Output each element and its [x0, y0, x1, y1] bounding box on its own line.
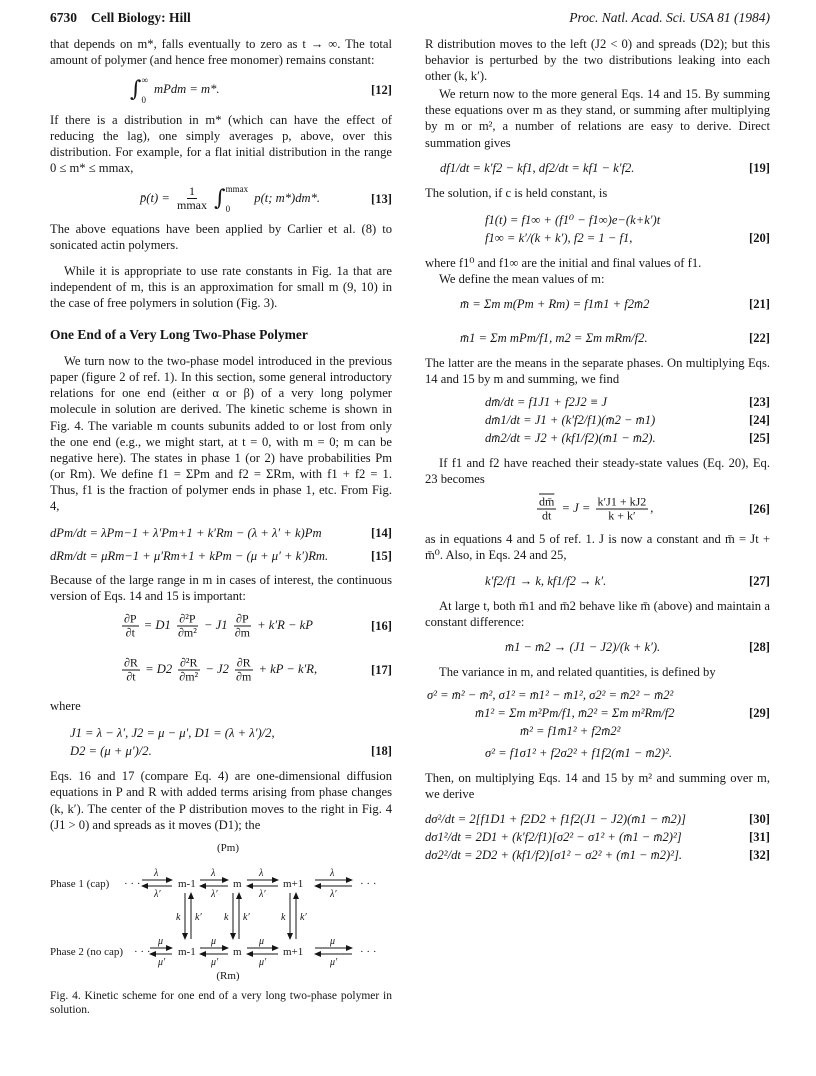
fraction-numerator: ∂R	[124, 655, 138, 670]
rate-lambda: λ	[259, 867, 264, 879]
paragraph: We define the mean values of m:	[439, 271, 605, 286]
equation-number: [21]	[749, 296, 770, 311]
fraction-numerator: ∂P	[124, 611, 137, 626]
state-m-plus-1: m+1	[283, 945, 304, 958]
equation-26	[425, 487, 770, 531]
integral-sign: ∫	[214, 185, 226, 211]
figure-caption: Fig. 4. Kinetic scheme for one end of a very long two-phase polymer in solution.	[50, 989, 392, 1016]
rate-lambda: λ	[211, 867, 216, 879]
fraction-denominator: ∂m	[234, 625, 250, 640]
state-m-minus-1: m-1	[178, 877, 196, 890]
paragraph: We return now to the more general Eqs. 14 and 15. By summing these equations over m as they stand, or summing after multiplying by m or m², a number of relations are easy to derive. Direct summation gives	[425, 87, 770, 150]
phase1-transition-arrows	[142, 880, 352, 886]
equation-term: − J2	[205, 662, 229, 677]
equation-line: dσ2²/dt = 2D2 + (kf1/f2)[σ1² − σ2² + (m̄1 − m̄2)²].	[425, 847, 683, 862]
fraction-denominator: k + k′	[608, 508, 636, 523]
kinetic-scheme-diagram	[50, 839, 392, 989]
equation-28	[425, 630, 770, 664]
left-column	[50, 36, 392, 1017]
equation-27	[425, 564, 770, 598]
rate-mu: μ	[158, 935, 164, 947]
page-number: 6730	[50, 10, 77, 25]
equation-number: [23]	[749, 395, 770, 410]
state-m-plus-1: m+1	[283, 877, 304, 890]
rate-lambda-prime: λ′	[154, 888, 161, 900]
ellipsis: · · ·	[124, 877, 141, 890]
rate-mu-prime: μ′	[158, 956, 166, 968]
equation-line: m̄1² = Σm m²Pm/f1, m̄2² = Σm m²Rm/f2	[475, 705, 675, 720]
equation-line: dm̄/dt = f1J1 + f2J2 ≡ J	[485, 395, 608, 410]
fraction-numerator: ∂²P	[179, 611, 196, 626]
rate-lambda-prime: λ′	[259, 888, 266, 900]
equation-line: J1 = λ − λ′, J2 = μ − μ′, D1 = (λ + λ′)/2,	[70, 726, 275, 741]
equation-number: [14]	[371, 526, 392, 541]
phase-change-arrows	[185, 893, 296, 939]
rate-lambda-prime: λ′	[211, 888, 218, 900]
rate-mu-prime: μ′	[330, 956, 338, 968]
equation-number: [12]	[371, 83, 392, 98]
upper-limit: ∞	[141, 75, 148, 86]
equation-number: [28]	[749, 639, 770, 654]
equation-13	[50, 177, 392, 221]
upper-limit: mmax	[225, 183, 249, 194]
rate-mu: μ	[211, 935, 217, 947]
paragraph: Because of the large range in m in cases of interest, the continuous version of Eqs. 14 and 15 is important:	[50, 573, 392, 604]
paragraph: as in equations 4 and 5 of ref. 1. J is now a constant and m̄ = Jt + m̄⁰. Also, in Eqs. 24 and 25,	[425, 532, 770, 563]
paragraph: Then, on multiplying Eqs. 14 and 15 by m² and summing over m, we derive	[425, 770, 770, 801]
equation-number: [25]	[749, 431, 770, 446]
equation-text: df1/dt = k′f2 − kf1, df2/dt = kf1 − k′f2.	[440, 160, 635, 175]
equation-number: [22]	[749, 330, 770, 345]
fraction-numerator: 1	[189, 184, 195, 199]
rate-k-prime: k′	[300, 911, 307, 923]
fraction-numerator: dm̄	[539, 494, 555, 509]
lower-limit: 0	[141, 95, 146, 106]
paragraph: Eqs. 16 and 17 (compare Eq. 4) are one-dimensional diffusion equations in P and R with added terms arising from phase changes (k, k′). The center of the P distribution moves to the right in Fig. 4 (J1 > 0) and spreads as it moves (D1); the	[50, 769, 392, 832]
paragraph: While it is appropriate to use rate constants in Fig. 1a that are independent of m, this is an approximation for small m (9, 10) in the case of free polymers in solution (Fig. 3).	[50, 263, 392, 310]
equation-12	[50, 68, 392, 112]
fraction-numerator: k′J1 + kJ2	[597, 494, 647, 509]
equation-line: f1(t) = f1∞ + (f1⁰ − f1∞)e−(k+k′)t	[485, 212, 661, 227]
rate-lambda-prime: λ′	[330, 888, 337, 900]
paragraph: where f1⁰ and f1∞ are the initial and final values of f1.	[425, 255, 702, 270]
rate-mu: μ	[330, 935, 336, 947]
rate-lambda: λ	[154, 867, 159, 879]
rate-mu-prime: μ′	[259, 956, 267, 968]
journal-citation: Proc. Natl. Acad. Sci. USA 81 (1984)	[569, 10, 770, 25]
equation-text: mPdm = m*.	[154, 82, 220, 97]
equation-line: f1∞ = k′/(k + k′), f2 = 1 − f1,	[485, 230, 633, 245]
equation-number: [18]	[371, 744, 392, 759]
equation-lhs: p̄(t) =	[140, 190, 170, 205]
paragraph: The latter are the means in the separate phases. On multiplying Eqs. 14 and 15 by m and summing, we find	[425, 355, 770, 387]
rate-mu-prime: μ′	[211, 956, 219, 968]
equation-line: σ² = m̄² − m̄², σ1² = m̄1² − m̄1², σ2² = m̄2² − m̄2²	[427, 687, 674, 702]
equation-19	[425, 151, 770, 185]
state-m: m	[233, 877, 242, 890]
equation-text: m̄1 − m̄2 → (J1 − J2)/(k + k′).	[505, 639, 661, 654]
fraction-denominator: ∂m²	[177, 625, 197, 640]
paragraph: If there is a distribution in m* (which can have the effect of reducing the lag), one simply averages p, above, over this distribution. For example, for a flat initial distribution in the range 0 ≤ m* ≤ mmax,	[50, 113, 392, 176]
equation-number: [32]	[749, 847, 770, 862]
equation-number: [20]	[749, 230, 770, 245]
rate-k-prime: k′	[243, 911, 250, 923]
page-header	[50, 10, 770, 30]
fraction-denominator: dt	[542, 508, 552, 523]
equation-number: [15]	[371, 549, 392, 564]
equation-18	[50, 724, 392, 760]
ellipsis: · · ·	[360, 877, 377, 890]
equations-23-25	[425, 393, 770, 447]
paragraph: R distribution moves to the left (J2 < 0) and spreads (D2); but this behavior is perturbed by the two distributions leaking into each other (k, k′).	[425, 37, 770, 84]
paragraph: The solution, if c is held constant, is	[425, 185, 608, 200]
equation-number: [29]	[749, 705, 770, 720]
equation-term: = D2	[145, 662, 173, 677]
equation-16	[50, 604, 392, 648]
rate-lambda: λ	[330, 867, 335, 879]
equation-line: D2 = (μ + μ′)/2.	[70, 744, 152, 759]
equation-number: [24]	[749, 413, 770, 428]
fraction-numerator: ∂R	[236, 655, 251, 670]
paragraph: The above equations have been applied by Carlier et al. (8) to sonicated actin polymers.	[50, 221, 392, 252]
fraction-denominator: ∂t	[126, 669, 136, 684]
equation-21	[425, 287, 770, 321]
equation-number: [13]	[371, 191, 392, 206]
equation-number: [30]	[749, 811, 770, 826]
phase1-label: Phase 1 (cap)	[50, 877, 110, 890]
equation-line: dm̄2/dt = J2 + (kf1/f2)(m̄1 − m̄2).	[485, 431, 656, 446]
equation-number: [19]	[749, 160, 770, 175]
equation-line: dm̄1/dt = J1 + (k′f2/f1)(m̄2 − m̄1)	[485, 413, 656, 428]
rate-k: k	[281, 911, 286, 923]
equation-text: dRm/dt = μRm−1 + μ′Rm+1 + kPm − (μ + μ′ + k′)Rm.	[50, 549, 329, 564]
equation-term: = D1	[143, 618, 171, 633]
ellipsis: · · ·	[360, 945, 377, 958]
equation-number: [26]	[749, 502, 770, 517]
equation-line: σ² = f1σ1² + f2σ2² + f1f2(m̄1 − m̄2)².	[485, 745, 673, 760]
state-m-minus-1: m-1	[178, 945, 196, 958]
equation-line: dσ²/dt = 2[f1D1 + f2D2 + f1f2(J1 − J2)(m̄1 − m̄2)]	[425, 811, 686, 826]
paragraph: where	[50, 699, 81, 714]
paragraph: We turn now to the two-phase model introduced in the previous paper (figure 2 of ref. 1). In this section, some general introductory relations for one end (either α or β) of a very long polymer molecule in solution are derived. The kinetic scheme is shown in Fig. 4. The variable m counts subunits added to or lost from only the one end (e.g., we might start, at t = 0, with m = 0; m can be negative here). The states in phase 1 (or 2) have probabilities Pm (or Rm). We define f1 = ΣPm and f2 = ΣRm, with f1 + f2 = 1. Thus, f1 is the fraction of polymer ends in phase 1, etc. From Fig. 4,	[50, 354, 392, 513]
equation-rhs: p(t; m*)dm*.	[254, 190, 321, 205]
equations-30-32	[425, 810, 770, 864]
rate-k-prime: k′	[195, 911, 202, 923]
equation-text: k′f2/f1 → k, kf1/f2 → k′.	[485, 573, 607, 588]
section-title: One End of a Very Long Two-Phase Polymer	[50, 327, 308, 343]
phase2-label: Phase 2 (no cap)	[50, 945, 124, 958]
phase1-state-label: (Pm)	[217, 841, 239, 854]
equation-number: [31]	[749, 829, 770, 844]
fraction-denominator: ∂m²	[179, 669, 199, 684]
paragraph: that depends on m*, falls eventually to zero as t → ∞. The total amount of polymer (and hence free monomer) remains constant:	[50, 37, 392, 68]
equation-29	[425, 686, 770, 762]
ellipsis: · · ·	[134, 945, 151, 958]
equation-line: dσ1²/dt = 2D1 + (k′f2/f1)[σ2² − σ1² + (m̄1 − m̄2)²]	[425, 829, 682, 844]
paragraph: The variance in m, and related quantities, is defined by	[439, 664, 716, 679]
equation-text: m̄ = Σm m(Pm + Rm) = f1m̄1 + f2m̄2	[460, 296, 650, 311]
equation-term: = J =	[561, 501, 591, 516]
equation-14	[50, 520, 392, 546]
equation-term: + k′R − kP	[257, 618, 313, 633]
state-m: m	[233, 945, 242, 958]
paragraph: If f1 and f2 have reached their steady-state values (Eq. 20), Eq. 23 becomes	[425, 456, 770, 487]
equation-20	[425, 211, 770, 247]
rate-k: k	[176, 911, 181, 923]
equation-number: [16]	[371, 619, 392, 634]
fraction-numerator: ∂²R	[179, 655, 198, 670]
rate-mu: μ	[259, 935, 265, 947]
equation-term: + kP − k′R,	[258, 662, 318, 677]
equation-22	[425, 321, 770, 355]
equation-text: dPm/dt = λPm−1 + λ′Pm+1 + k′Rm − (λ + λ′ + k)Pm	[50, 526, 322, 541]
fraction-denominator: ∂t	[125, 625, 135, 640]
equation-17	[50, 648, 392, 692]
paragraph: At large t, both m̄1 and m̄2 behave like m̄ (above) and maintain a constant difference:	[425, 598, 770, 629]
fraction-denominator: ∂m	[236, 669, 252, 684]
lower-limit: 0	[225, 203, 231, 214]
figure-4-kinetic-scheme	[50, 839, 392, 989]
fraction-numerator: ∂P	[236, 611, 249, 626]
right-column	[425, 36, 770, 864]
equation-term: − J1	[204, 618, 228, 633]
phase-change-rate-labels	[176, 912, 307, 923]
equation-number: [17]	[371, 663, 392, 678]
integral-sign: ∫	[130, 77, 142, 103]
rate-k: k	[224, 911, 229, 923]
running-title: Cell Biology: Hill	[91, 10, 191, 25]
phase2-state-label: (Rm)	[216, 969, 240, 982]
equation-line: m̄² = f1m̄1² + f2m̄2²	[520, 723, 621, 738]
equation-number: [27]	[749, 573, 770, 588]
equation-text: m̄1 = Σm mPm/f1, m2 = Σm mRm/f2.	[460, 330, 648, 345]
equation-term: ,	[650, 501, 654, 516]
fraction-denominator: mmax	[177, 198, 207, 213]
equation-15	[50, 546, 392, 566]
